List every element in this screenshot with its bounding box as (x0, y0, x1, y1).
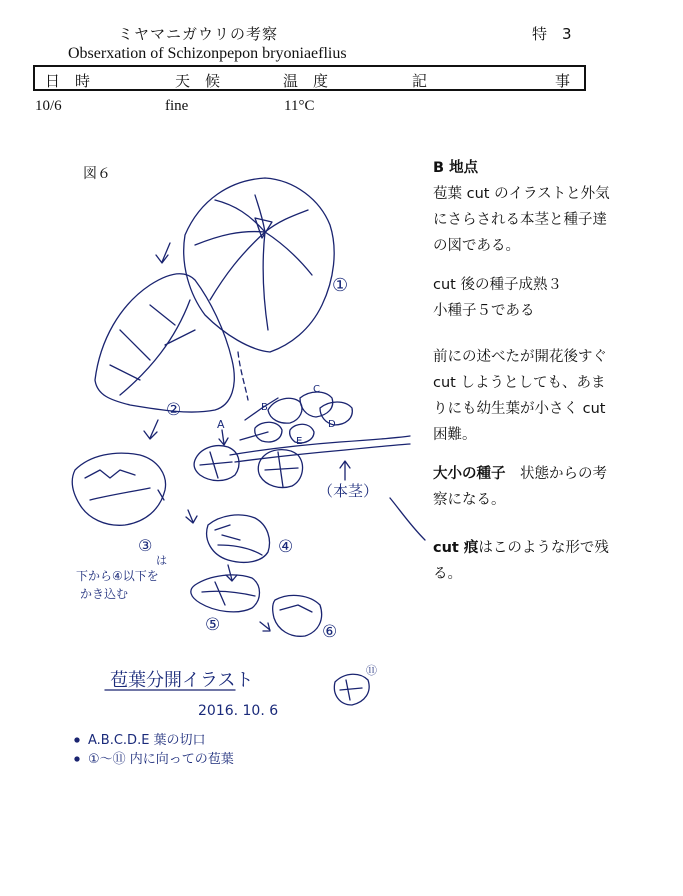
notes-p5 (433, 535, 663, 587)
notes-p3-line: cut しようとしても、あま (433, 375, 606, 391)
legend-2: ①～⑪ 内に向っての苞葉 (88, 752, 234, 767)
leaf-4 (207, 515, 270, 562)
notes-p4-line2: 察になる。 (433, 492, 506, 508)
label-n3: ③ (138, 536, 153, 555)
col-record: 記 (412, 72, 428, 90)
label-n5: ⑤ (205, 615, 221, 635)
notes-p4 (433, 461, 663, 513)
label-n1: ① (332, 275, 349, 296)
col-temp: 温 度 (283, 72, 329, 90)
leaf-5 (191, 575, 260, 612)
label-stem: （本茎） (318, 482, 379, 500)
label-a: A (217, 418, 225, 431)
notes-p1 (433, 155, 663, 259)
row-temp: 11°C (284, 98, 315, 114)
note-3-line1: 下から④以下を (76, 569, 159, 583)
notes-p5-rest: はこのような形で残 (478, 540, 609, 556)
leaf-6 (273, 595, 322, 636)
notes-p1-heading: B 地点 (433, 160, 479, 176)
notes-p2 (433, 272, 663, 324)
label-e: E (296, 436, 303, 447)
notes-p4-rest: 状態からの考 (505, 466, 607, 482)
notes-p4-heading: 大小の種子 (433, 466, 506, 482)
notes-p1-line: の図である。 (433, 238, 520, 254)
notes-p3-line: 困難。 (433, 427, 477, 443)
label-n11: ⑪ (366, 664, 377, 677)
notes-p3-line: りにも幼生葉が小さく cut (433, 401, 606, 417)
label-b: B (261, 402, 268, 413)
figure-label: 図６ (83, 166, 111, 182)
title-en: Obserxation of Schizonpepon bryoniaeflius (68, 45, 347, 62)
notes-p5-heading: cut 痕 (433, 540, 479, 556)
label-n3-small: は (156, 554, 167, 567)
notes-p3-line: 前にの述べたが開花後すぐ (433, 349, 607, 365)
sketch-date: 2016. 10. 6 (198, 703, 279, 719)
title-jp: ミヤマニガウリの考察 (118, 25, 279, 43)
label-n6: ⑥ (322, 622, 338, 642)
notes-p2-line: 小種子５である (433, 303, 535, 319)
col-record-2: 事 (555, 72, 571, 90)
leaf-cluster-upper (268, 398, 302, 423)
notes-p1-line: にさらされる本茎と種子達 (433, 212, 607, 228)
notes-p3 (433, 344, 663, 448)
notes-p1-line: 苞葉 cut のイラストと外気 (433, 186, 610, 202)
note-3-line2: かき込む (80, 587, 129, 601)
legend-1: A.B.C.D.E 葉の切口 (88, 733, 206, 748)
label-n2: ② (166, 400, 182, 420)
row-weather: fine (165, 98, 189, 114)
leaf-3 (72, 453, 165, 525)
col-date: 日 時 (45, 72, 91, 90)
label-d: D (328, 419, 336, 430)
row-date: 10/6 (35, 98, 62, 114)
caption: 苞葉分開イラスト (110, 670, 254, 691)
label-c: C (313, 384, 320, 395)
notes-p5-line2: る。 (433, 566, 462, 582)
notes-p2-line: cut 後の種子成熟３ (433, 277, 562, 293)
leaf-1 (184, 178, 334, 352)
col-weather: 天 候 (175, 72, 221, 90)
label-n4: ④ (278, 537, 294, 557)
page-label: 特 3 (532, 25, 572, 43)
